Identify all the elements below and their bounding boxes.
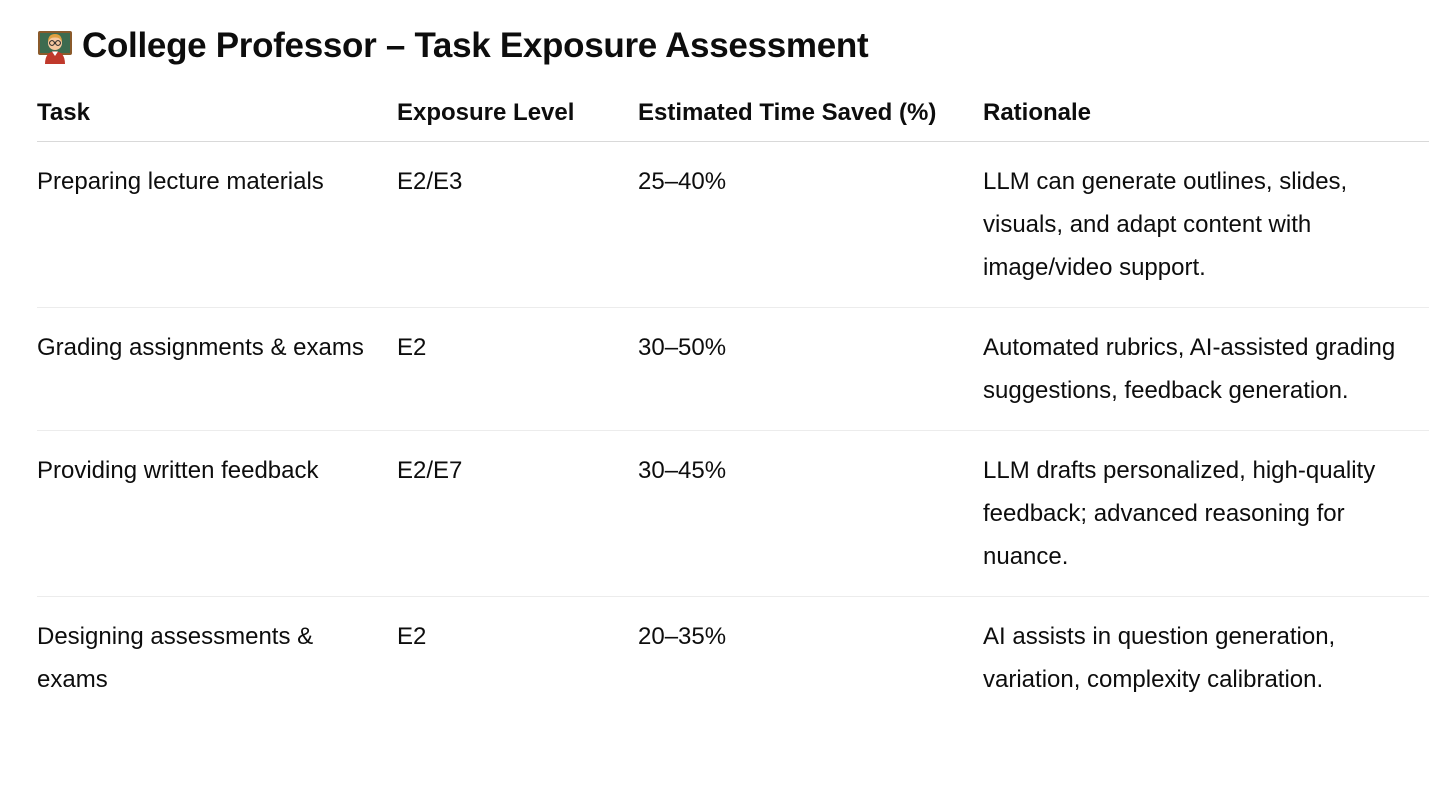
table-header-row — [37, 98, 1429, 142]
column-header-task: Task — [37, 98, 397, 142]
cell-task: Designing assessments & exams — [37, 623, 314, 693]
cell-task: Grading assignments & exams — [37, 308, 397, 431]
column-header-exposure-level: Exposure Level — [397, 98, 638, 142]
cell-rationale: Automated rubrics, AI-assisted grading suggestions, feedback generation. — [983, 308, 1429, 431]
task-exposure-table — [37, 98, 1429, 719]
table-row — [37, 431, 1429, 597]
table-row — [37, 308, 1429, 431]
table-row — [37, 142, 1429, 308]
page-title-text: College Professor – Task Exposure Assessment — [82, 26, 869, 65]
cell-task: Providing written feedback — [37, 431, 397, 597]
cell-rationale: AI assists in question generation, variation, complexity calibration. — [983, 623, 1336, 693]
cell-exposure-level: E2 — [397, 623, 427, 650]
cell-time-saved: 30–50% — [638, 308, 983, 431]
cell-time-saved: 25–40% — [638, 142, 983, 308]
table-row — [37, 597, 1429, 720]
page-title — [37, 24, 868, 68]
teacher-emoji-icon — [37, 28, 73, 64]
cell-exposure-level: E2/E7 — [397, 431, 638, 597]
cell-time-saved: 30–45% — [638, 431, 983, 597]
cell-rationale: LLM can generate outlines, slides, visuals, and adapt content with image/video support. — [983, 142, 1429, 308]
cell-time-saved: 20–35% — [638, 623, 727, 650]
cell-rationale: LLM drafts personalized, high-quality feedback; advanced reasoning for nuance. — [983, 431, 1429, 597]
cell-task: Preparing lecture materials — [37, 142, 397, 308]
cell-exposure-level: E2/E3 — [397, 142, 638, 308]
column-header-rationale: Rationale — [983, 98, 1429, 142]
column-header-time-saved: Estimated Time Saved (%) — [638, 98, 983, 142]
cell-exposure-level: E2 — [397, 308, 638, 431]
